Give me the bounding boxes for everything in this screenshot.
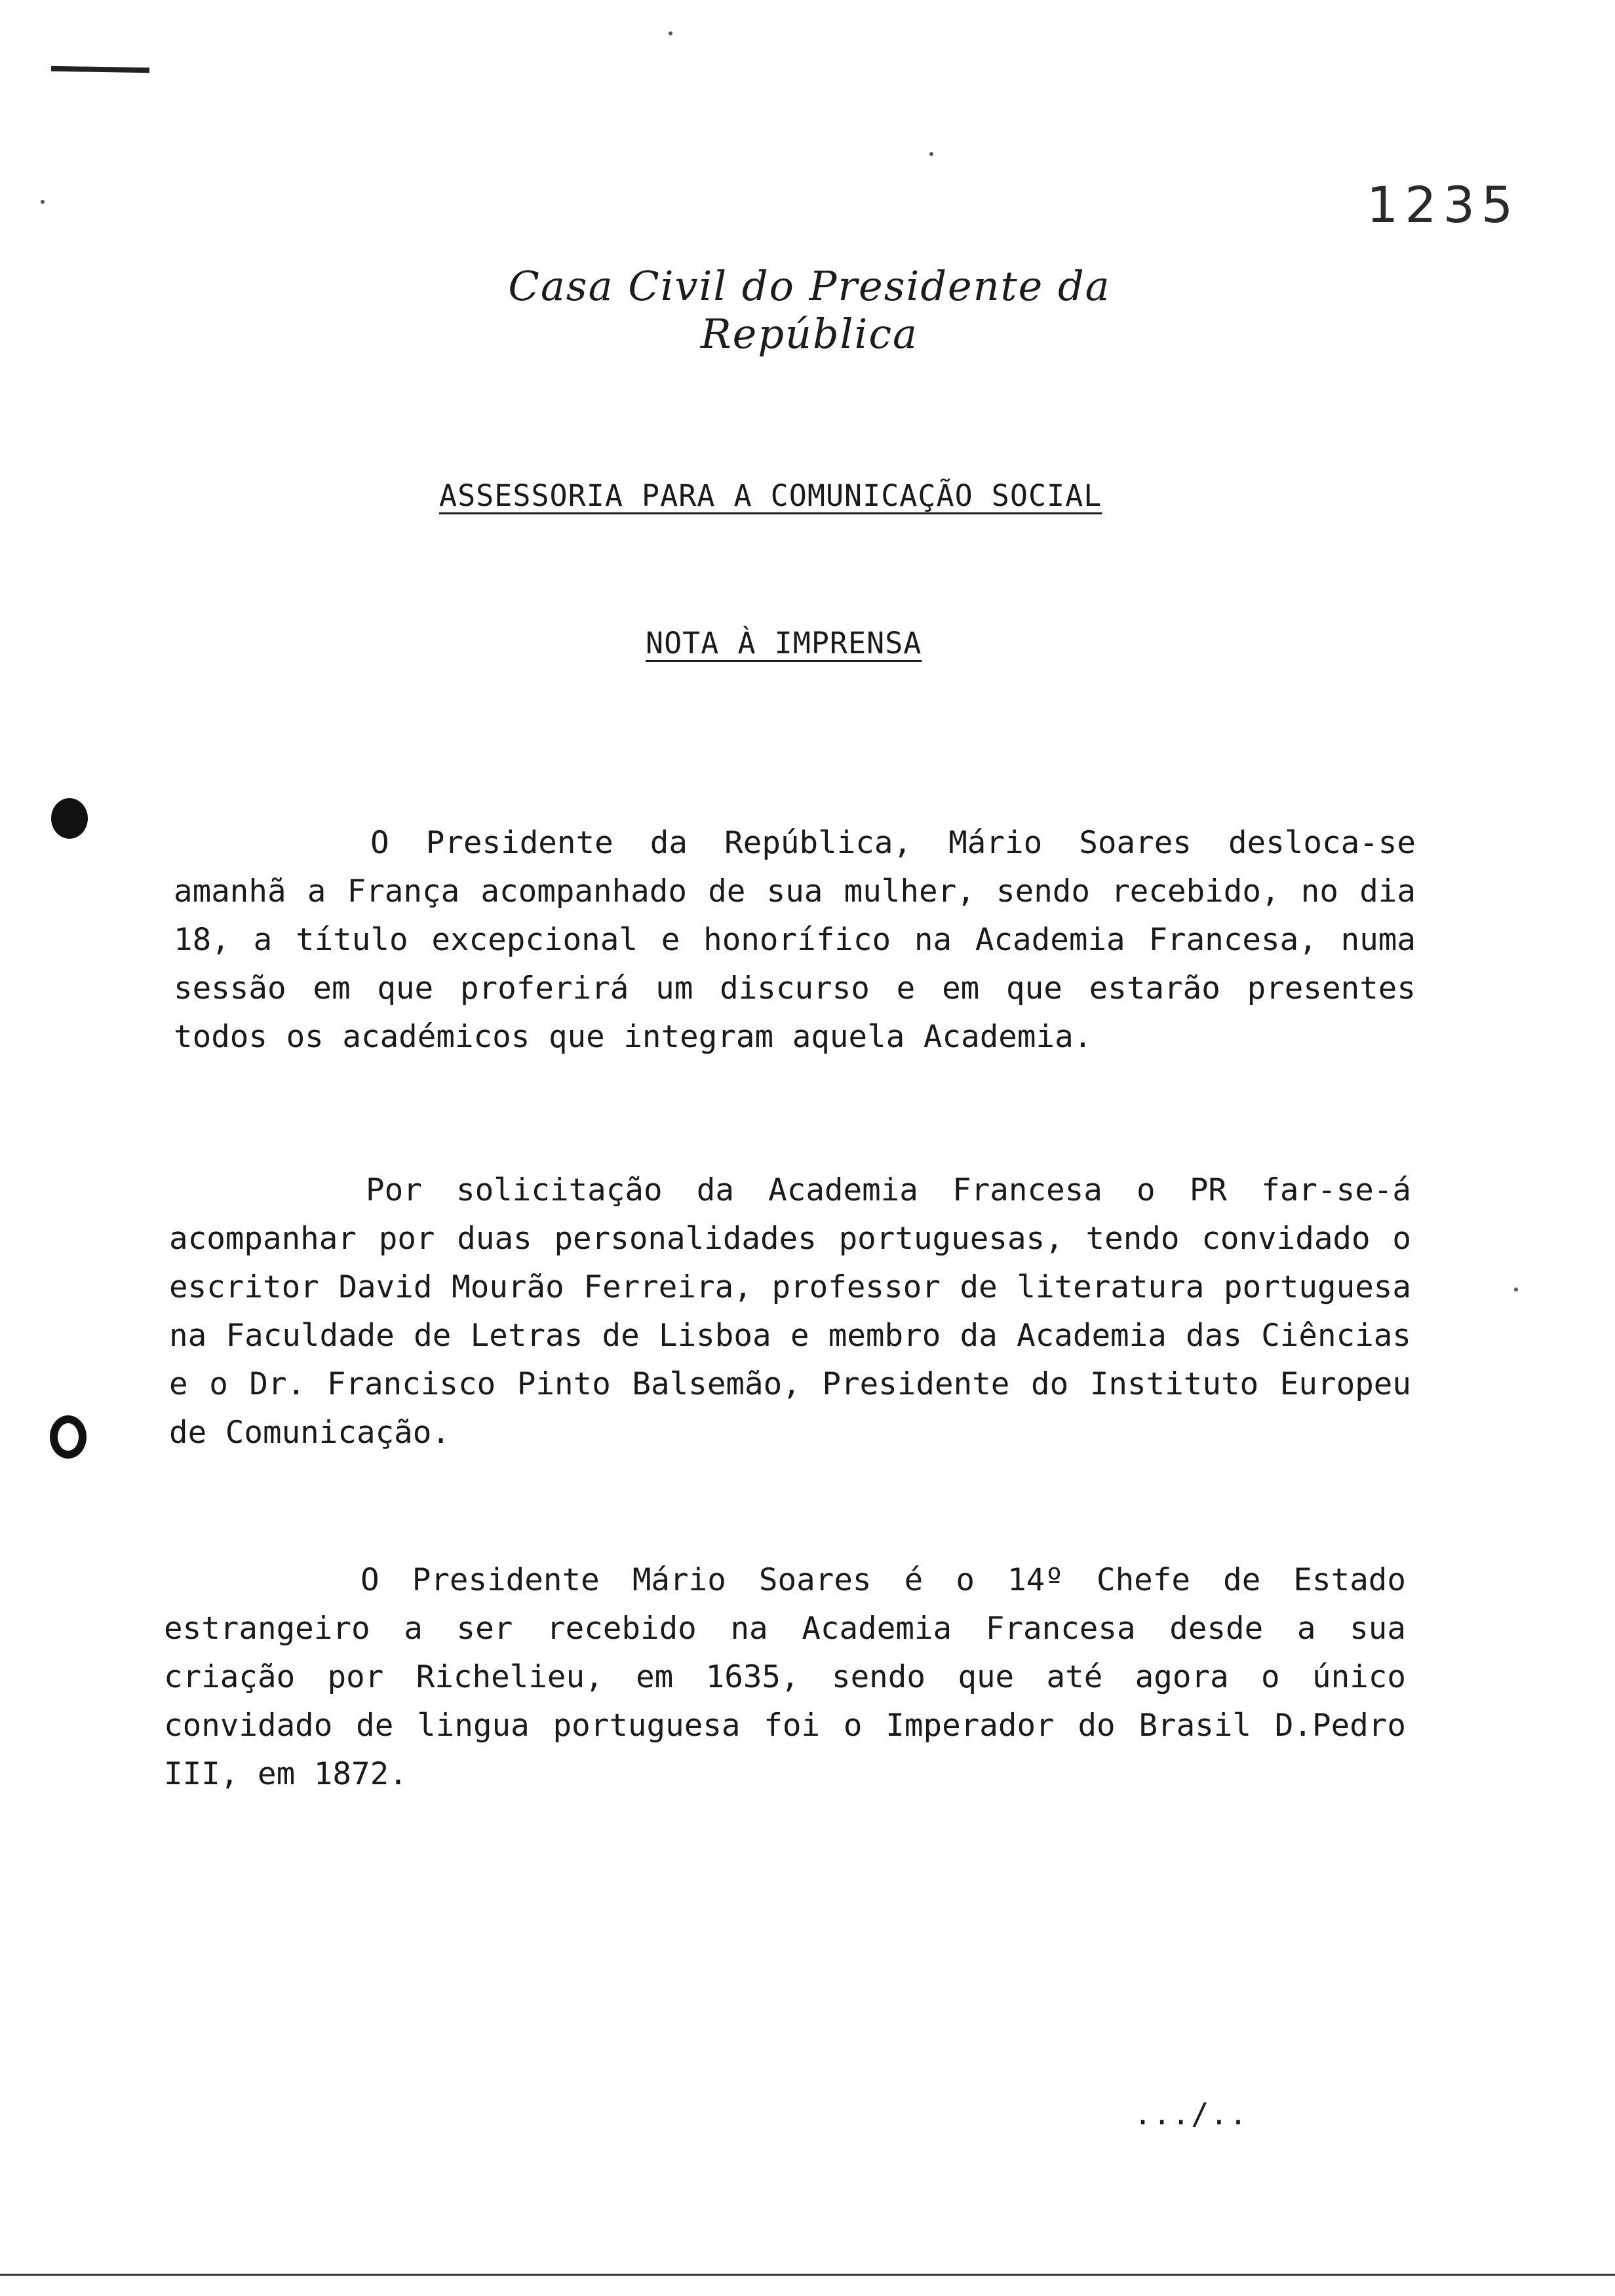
- paragraph: [174, 819, 1416, 1062]
- punch-hole: [50, 1415, 87, 1459]
- note-title: NOTA À IMPRENSA: [646, 626, 922, 660]
- paragraph-text: Por solicitação da Academia Francesa o PR far-se-á acompanhar por duas personalidades portuguesas, tendo convidado o escritor David Mourão Ferreira, professor de literatura portuguesa na Faculdade de Letras de Lisboa e membro da Academia das Ciências e o Dr. Francisco Pinto Balsemão, Presidente do Instituto Europeu de Comunicação.: [169, 1172, 1411, 1451]
- punch-hole: [51, 798, 88, 839]
- paragraph: [164, 1556, 1406, 1799]
- page-number: 1235: [1367, 176, 1520, 234]
- scan-edge-line: [0, 2274, 1615, 2276]
- section-title: ASSESSORIA PARA A COMUNICAÇÃO SOCIAL: [439, 478, 1102, 513]
- letterhead: Casa Civil do Presidente da República: [508, 262, 1111, 358]
- paragraph-text: O Presidente Mário Soares é o 14º Chefe de Estado estrangeiro a ser recebido na Academia Francesa desde a sua criação por Richelieu, em 1635, sendo que até agora o único convidado de lingua portuguesa foi o Imperador do Brasil D.Pedro III, em 1872.: [164, 1562, 1406, 1792]
- scan-speck: [41, 200, 45, 204]
- continuation-mark: .../..: [1134, 2097, 1249, 2132]
- scan-mark: [51, 66, 149, 73]
- paragraph: [169, 1166, 1411, 1457]
- scan-speck: [929, 152, 933, 156]
- paragraph-text: O Presidente da República, Mário Soares desloca-se amanhã a França acompanhado de sua mulher, sendo recebido, no dia 18, a título excepcional e honorífico na Academia Francesa, numa sessão em que proferirá um discurso e em que estarão presentes todos os académicos que integram aquela Academia.: [174, 825, 1416, 1055]
- scan-speck: [669, 31, 672, 35]
- scan-speck: [1514, 1288, 1518, 1292]
